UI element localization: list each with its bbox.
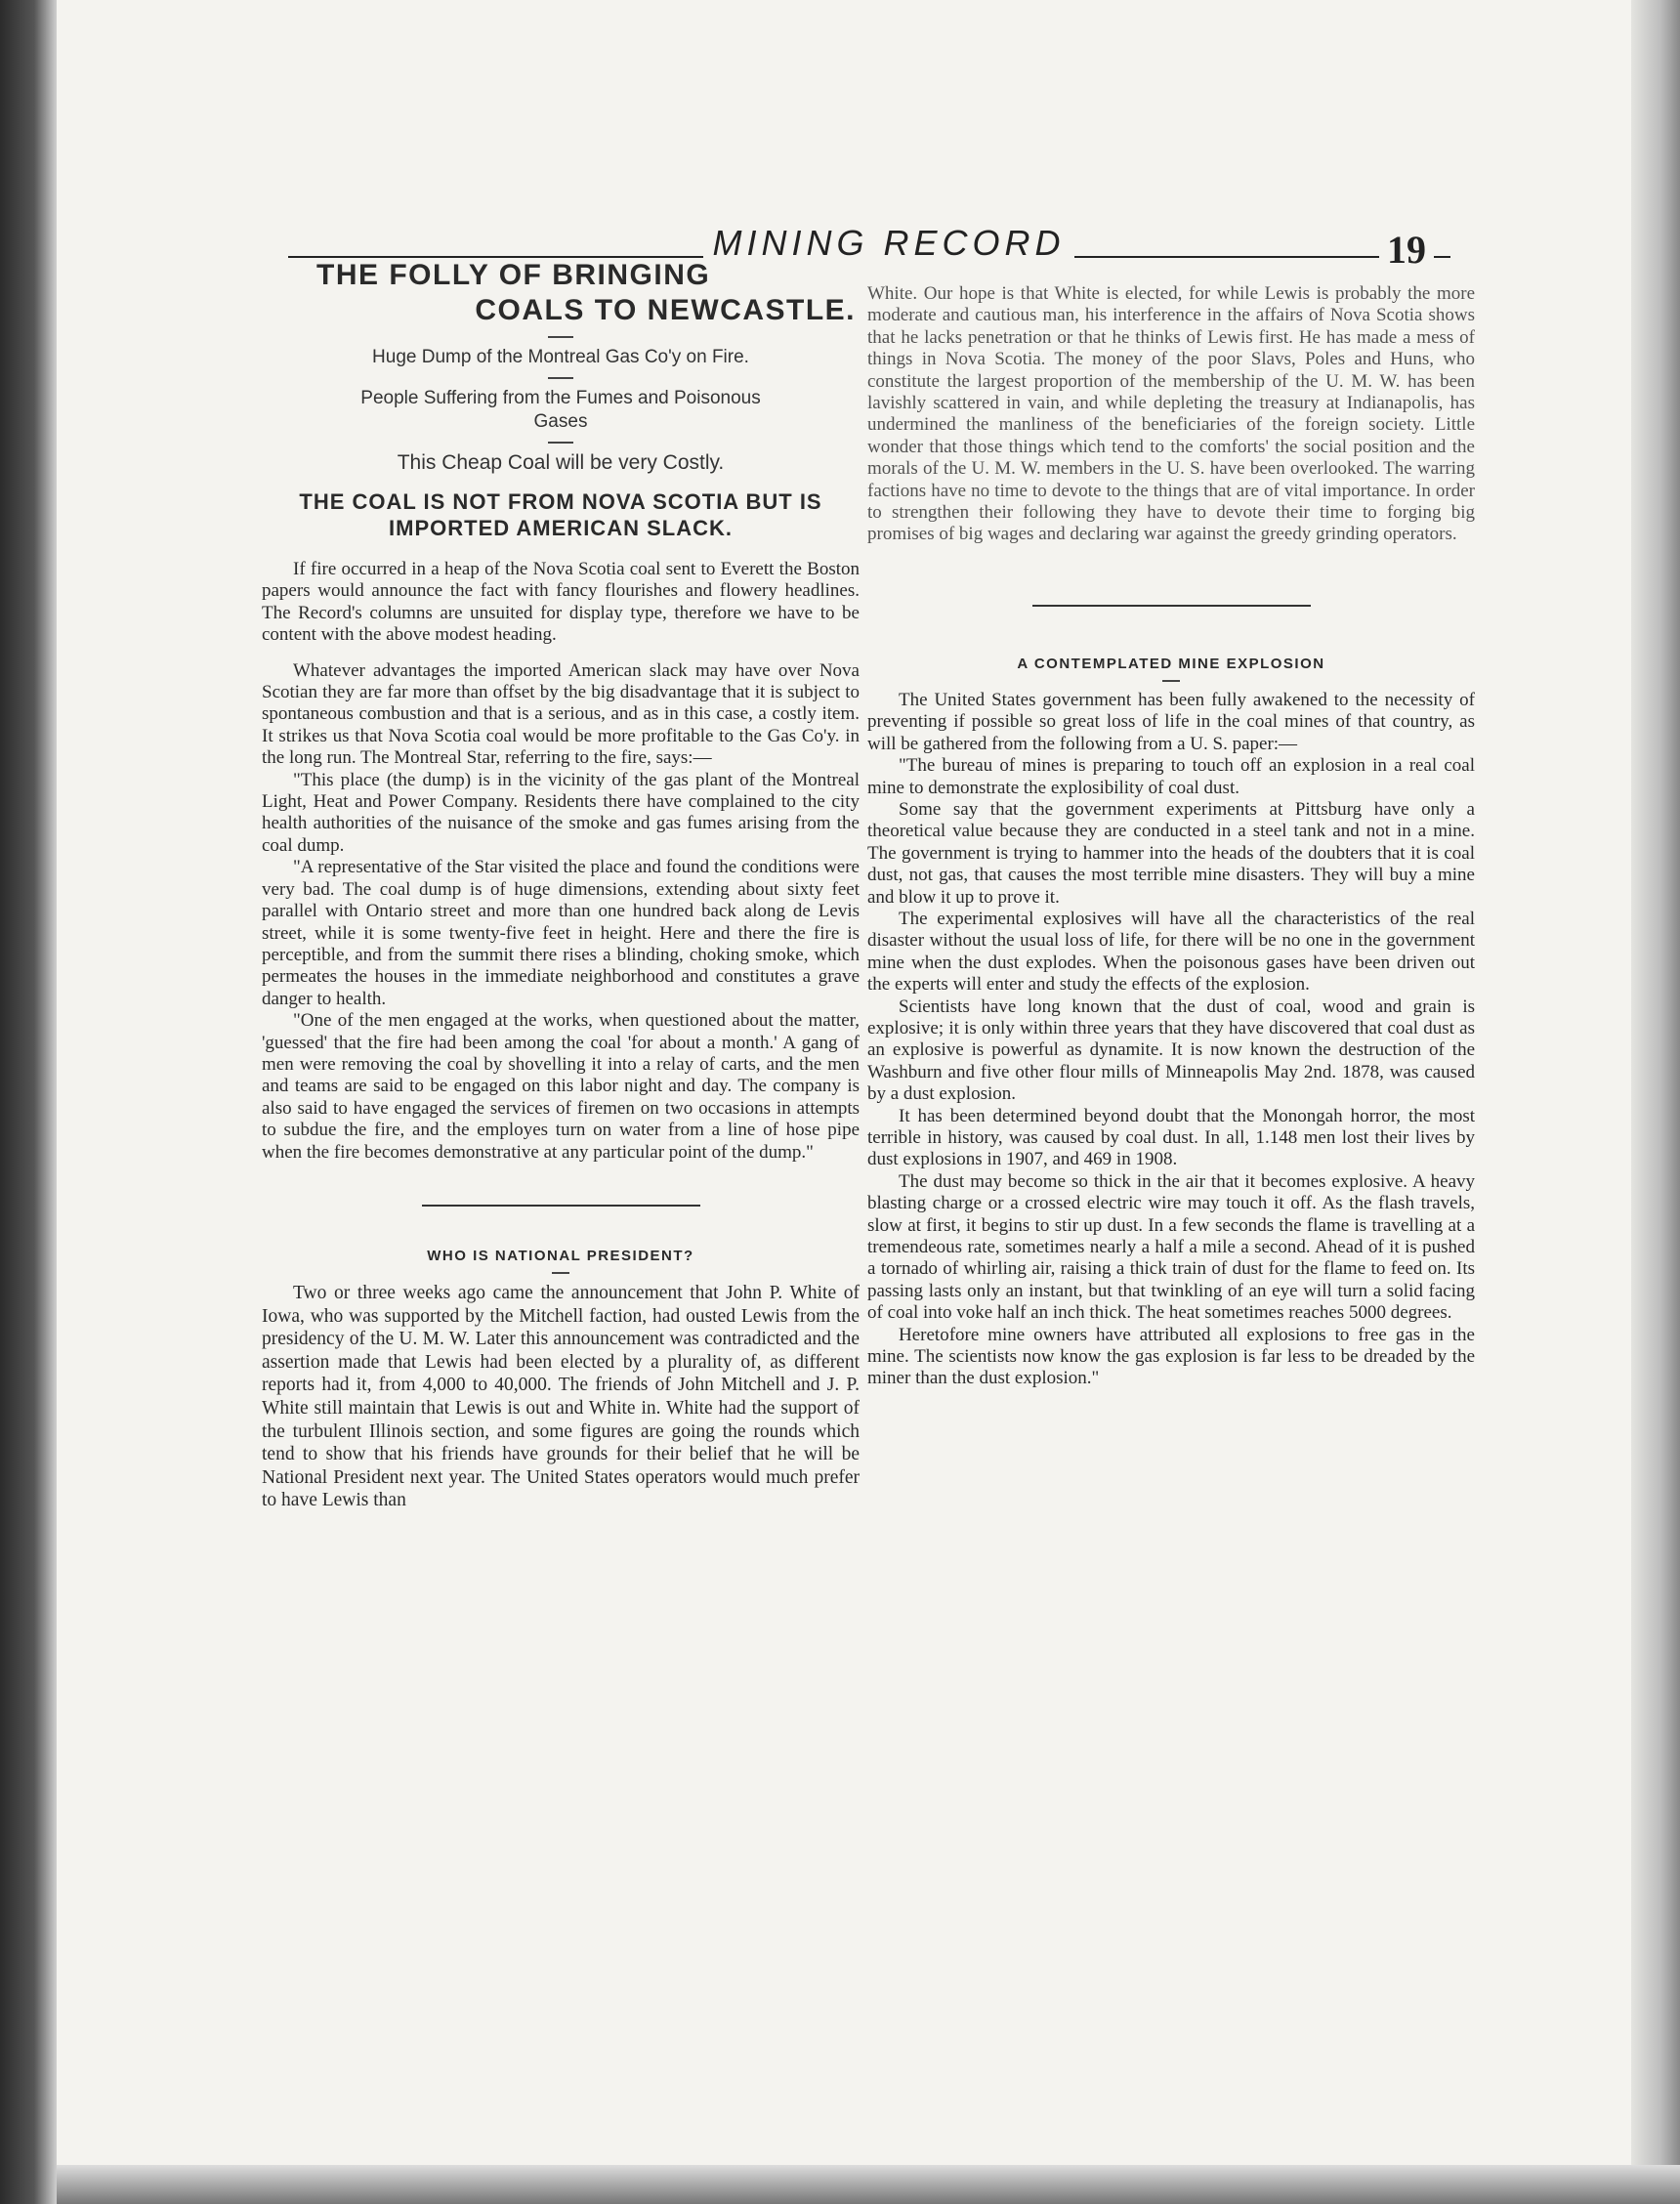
- page-number: 19: [1379, 227, 1434, 273]
- book-binding: [0, 0, 57, 2204]
- article3-paragraph: The dust may become so thick in the air that it becomes explosive. A heavy blasting charge or a crossed electric wire may touch it off. As the flash travels, slow at first, it begins to stir up dust. In a few seconds the flame is travelling at a tremendeous rate, sometimes nearly a half a mile a second. Ahead of it is pushed a tornado of whirling air, raising a thick train of dust for the flame to feed on. Its passing lasts only an instant, but that twinkling of an eye will turn a solid facing of coal into voke half an inch thick. The heat sometimes reaches 5000 degrees.: [867, 1170, 1475, 1324]
- divider-dash: [552, 1272, 569, 1274]
- article1-deck4: THE COAL IS NOT FROM NOVA SCOTIA BUT IS IMPORTED AMERICAN SLACK.: [299, 489, 822, 540]
- divider-dash: [548, 377, 573, 379]
- article1-paragraph: If fire occurred in a heap of the Nova Scotia coal sent to Everett the Boston papers would announce the fact with fancy flourishes and flowery headlines. The Record's columns are unsuited for display type, therefore we have to be content with the above modest heading.: [262, 559, 860, 646]
- article2-title: WHO IS NATIONAL PRESIDENT?: [427, 1247, 694, 1264]
- article3-paragraph: Scientists have long known that the dust of coal, wood and grain is explosive; it is only within three years that they have discovered that coal dust as an explosive is powerful as dynamite. It is now known the destruction of the Washburn and five other flour mills of Minneapolis May 2nd. 1878, was caused by a dust explosion.: [867, 996, 1475, 1105]
- article3-paragraph: Some say that the government experiments at Pittsburg have only a theoretical value because they are conducted in a steel tank and not in a mine. The government is trying to hammer into the heads of the doubters that it is coal dust, not gas, that causes the most terrible mine disasters. They will buy a mine and blow it up to prove it.: [867, 798, 1475, 908]
- article1-title-line2: COALS TO NEWCASTLE.: [475, 294, 856, 326]
- article3-paragraph: "The bureau of mines is preparing to touch off an explosion in a real coal mine to demonstrate the explosibility of coal dust.: [867, 755, 1475, 798]
- article1-deck1: Huge Dump of the Montreal Gas Co'y on Fire.: [372, 347, 749, 367]
- divider-dash: [548, 442, 573, 444]
- article2-paragraph: Two or three weeks ago came the announcement that John P. White of Iowa, who was supported by the Mitchell faction, had ousted Lewis from the presidency of the U. M. W. Later this announcement was contradicted and the assertion made that Lewis had been elected by a plurality of, as different reports had it, from 4,000 to 40,000. The friends of John Mitchell and J. P. White still maintain that Lewis is out and White in. White had the support of the turbulent Illinois section, and some figures are going the rounds which tend to show that his friends have grounds for their belief that he will be National President next year. The United States operators would much prefer to have Lewis than: [262, 1282, 860, 1511]
- masthead: MINING RECORD: [703, 223, 1074, 264]
- article3-paragraph: The experimental explosives will have all the characteristics of the real disaster without the usual loss of life, for there will be no one in the government mine when the dust explodes. When the poisonous gases have been driven out the experts will enter and study the effects of the explosion.: [867, 908, 1475, 996]
- left-column: [262, 256, 860, 1512]
- divider-dash: [1162, 680, 1180, 682]
- article1-paragraph: Whatever advantages the imported American slack may have over Nova Scotian they are far more than offset by the big disadvantage that it is subject to spontaneous combustion and that is a serious, and as in this case, a costly item. It strikes us that Nova Scotia coal would be more profitable to the Gas Co'y. in the long run. The Montreal Star, referring to the fire, says:—: [262, 659, 860, 769]
- article1-paragraph: "One of the men engaged at the works, when questioned about the matter, 'guessed' that the fire had been among the coal 'for about a month.' A gang of men were removing the coal by shovelling it into a relay of carts, and the men and teams are said to be engaged on this labor night and day. The company is also said to have engaged the services of firemen on two occasions in attempts to subdue the fire, and the employes turn on water from a line of hose pipe when the fire becomes demonstrative at any particular point of the dump.": [262, 1010, 860, 1163]
- page-edge: [1631, 0, 1680, 2204]
- article1-paragraph: "This place (the dump) is in the vicinity of the gas plant of the Montreal Light, Heat and Power Company. Residents there have complained to the city health authorities of the nuisance of the smoke and gas fumes arising from the coal dump.: [262, 769, 860, 856]
- article1-paragraph: "A representative of the Star visited the place and found the conditions were very bad. The coal dump is of huge dimensions, extending about sixty feet parallel with Ontario street and more than one hundred back along de Levis street, while it is some twenty-five feet in height. Here and there the fire is perceptible, and from the summit there rises a blinding, choking smoke, which permeates the houses in the immediate neighborhood and constitutes a grave danger to health.: [262, 857, 860, 1009]
- article3-paragraph: It has been determined beyond doubt that the Monongah horror, the most terrible in history, was caused by coal dust. In all, 1.148 men lost their lives by dust explosions in 1907, and 469 in 1908.: [867, 1105, 1475, 1170]
- article3-paragraph: The United States government has been fully awakened to the necessity of preventing if possible so great loss of life in the coal mines of that country, as will be gathered from the following from a U. S. paper:—: [867, 689, 1475, 754]
- article1-deck2: People Suffering from the Fumes and Poisonous Gases: [360, 388, 761, 432]
- right-column: [867, 283, 1475, 1390]
- section-separator: [1032, 605, 1311, 607]
- article1-deck3: This Cheap Coal will be very Costly.: [397, 451, 725, 474]
- article3-body: [867, 690, 1475, 1390]
- article1-body: [262, 559, 860, 1164]
- article3-paragraph: Heretofore mine owners have attributed all explosions to free gas in the mine. The scientists now know the gas explosion is far less to be dreaded by the miner than the dust explosion.": [867, 1324, 1475, 1389]
- article2-continuation: White. Our hope is that White is elected, for while Lewis is probably the more moderate and cautious man, his interference in the affairs of Nova Scotia shows that he lacks penetration or that he thinks of Lewis first. He has made a mess of things in Nova Scotia. The money of the poor Slavs, Poles and Huns, who constitute the largest proportion of the membership of the U. M. W. has been lavishly scattered in vain, and while depleting the treasury at Indianapolis, has undermined the manliness of the beneficiaries of the foreign society. Little wonder that those things which tend to the comforts' the social position and the morals of the U. M. W. members in the U. S. have been overlooked. The warring factions have no time to devote to the things that are of vital importance. In order to strengthen their following they have to devote their time to forging big promises of big wages and declaring war against the greedy grinding operators.: [867, 283, 1475, 545]
- divider-dash: [548, 336, 573, 338]
- article3-title: A CONTEMPLATED MINE EXPLOSION: [1017, 655, 1325, 672]
- page-bottom-edge: [57, 2165, 1680, 2204]
- section-separator: [422, 1205, 700, 1207]
- article1-title-line1: THE FOLLY OF BRINGING: [316, 259, 711, 291]
